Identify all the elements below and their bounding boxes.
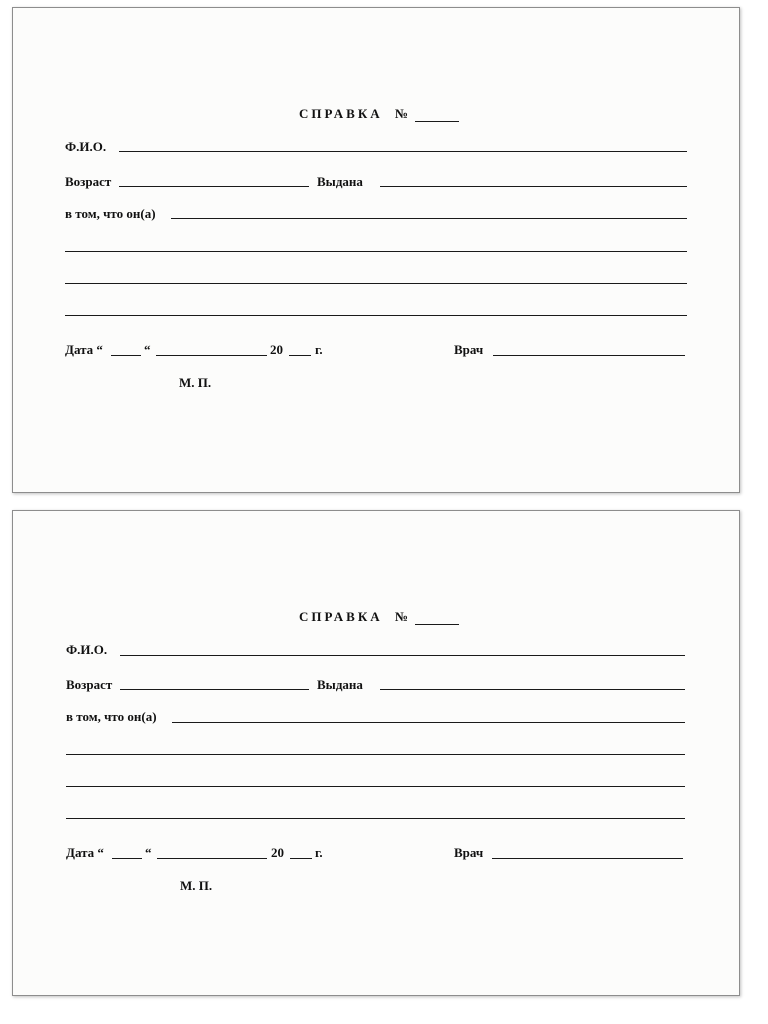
age-field[interactable] <box>120 689 309 690</box>
age-field[interactable] <box>119 186 309 187</box>
doctor-label: Врач <box>454 342 484 357</box>
date-month-field[interactable] <box>156 355 267 356</box>
text-line-2[interactable] <box>65 283 687 284</box>
issued-field[interactable] <box>380 186 687 187</box>
certificate-form-2 <box>12 510 740 996</box>
number-sign: № <box>395 106 409 121</box>
that-label: в том, что он(а) <box>66 709 157 724</box>
fio-label: Ф.И.О. <box>65 139 107 154</box>
issued-label: Выдана <box>317 677 363 692</box>
age-label: Возраст <box>66 677 113 692</box>
that-label: в том, что он(а) <box>65 206 156 221</box>
year-suffix: г. <box>315 342 323 357</box>
number-sign: № <box>395 609 409 624</box>
that-field[interactable] <box>171 218 687 219</box>
fio-field[interactable] <box>120 655 685 656</box>
date-quote: “ <box>144 342 151 357</box>
date-day-field[interactable] <box>112 858 142 859</box>
stamp-label: М. П. <box>179 375 212 390</box>
date-label: Дата “ <box>65 342 103 357</box>
date-label: Дата “ <box>66 845 104 860</box>
date-year-field[interactable] <box>290 858 312 859</box>
doctor-field[interactable] <box>493 355 685 356</box>
stamp-label: М. П. <box>180 878 213 893</box>
date-year-field[interactable] <box>289 355 311 356</box>
age-label: Возраст <box>65 174 112 189</box>
text-line-3[interactable] <box>65 315 687 316</box>
issued-label: Выдана <box>317 174 363 189</box>
number-field[interactable] <box>415 121 459 122</box>
form-title: СПРАВКА <box>299 609 383 624</box>
text-line-1[interactable] <box>65 251 687 252</box>
number-field[interactable] <box>415 624 459 625</box>
year-prefix: 20 <box>271 845 284 860</box>
form-title: СПРАВКА <box>299 106 383 121</box>
fio-field[interactable] <box>119 151 687 152</box>
text-line-3[interactable] <box>66 818 685 819</box>
certificate-form-1 <box>12 7 740 493</box>
that-field[interactable] <box>172 722 685 723</box>
issued-field[interactable] <box>380 689 685 690</box>
fio-label: Ф.И.О. <box>66 642 108 657</box>
text-line-2[interactable] <box>66 786 685 787</box>
date-month-field[interactable] <box>157 858 267 859</box>
doctor-field[interactable] <box>492 858 683 859</box>
date-quote: “ <box>145 845 152 860</box>
year-prefix: 20 <box>270 342 283 357</box>
date-day-field[interactable] <box>111 355 141 356</box>
doctor-label: Врач <box>454 845 484 860</box>
text-line-1[interactable] <box>66 754 685 755</box>
year-suffix: г. <box>315 845 323 860</box>
